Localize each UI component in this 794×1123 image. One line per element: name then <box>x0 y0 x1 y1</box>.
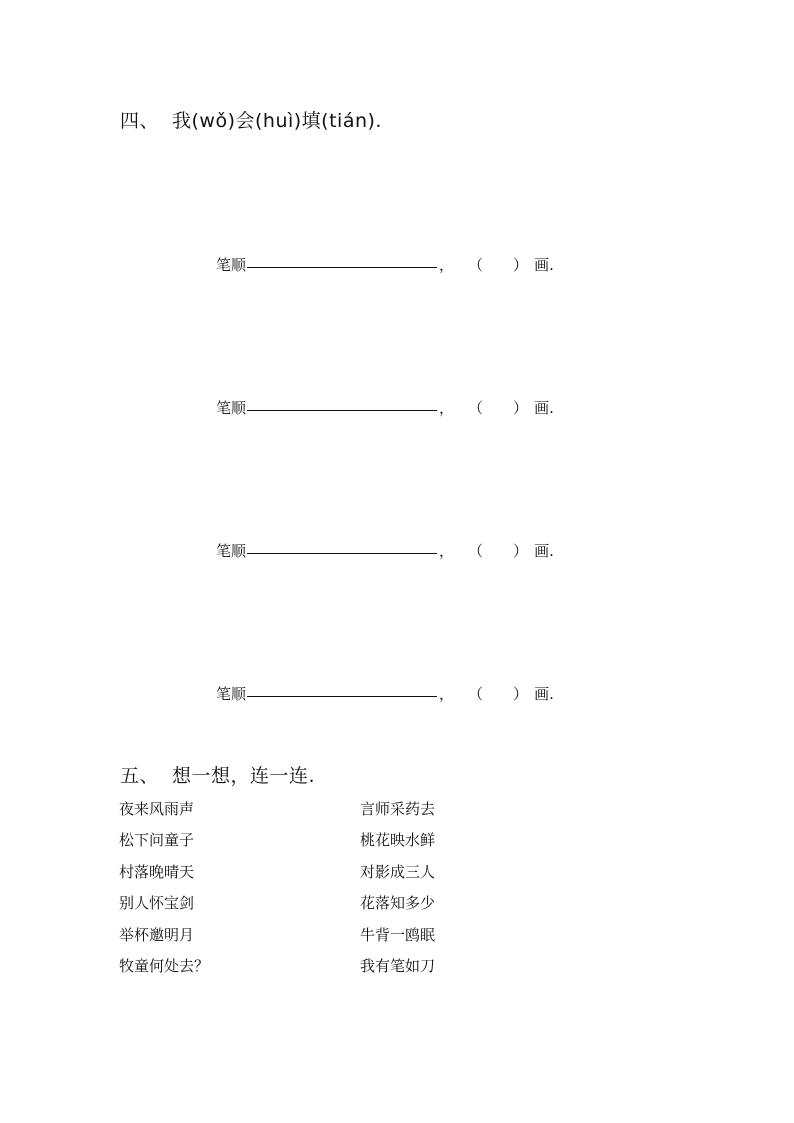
poem-line-right[interactable]: 牛背一鸥眠 <box>360 925 436 944</box>
comma: ， <box>439 542 455 560</box>
section-5-heading <box>120 761 315 788</box>
poem-line-left[interactable]: 牧童何处去？ <box>119 956 210 975</box>
stroke-unit: 画. <box>534 542 554 560</box>
stroke-unit: 画. <box>534 399 554 417</box>
poem-first-lines <box>119 796 209 984</box>
paren-open: （ <box>468 256 484 274</box>
comma: ， <box>439 399 455 417</box>
paren-open: （ <box>468 542 484 560</box>
paren-close: ） <box>513 399 529 417</box>
stroke-order-row <box>216 395 554 417</box>
section-4-heading <box>120 106 382 133</box>
stroke-unit: 画. <box>534 685 554 703</box>
poem-line-right[interactable]: 桃花映水鲜 <box>360 831 436 850</box>
stroke-order-row <box>216 681 554 703</box>
poem-line-left[interactable]: 夜来风雨声 <box>119 800 195 818</box>
stroke-order-label: 笔顺 <box>216 685 247 703</box>
stroke-order-row <box>216 252 554 274</box>
poem-line-right[interactable]: 对影成三人 <box>360 862 436 881</box>
stroke-order-label: 笔顺 <box>216 542 247 560</box>
section-4-number: 四、 <box>120 110 160 132</box>
poem-line-left[interactable]: 松下问童子 <box>119 831 195 850</box>
stroke-order-blank[interactable] <box>247 252 437 268</box>
poem-second-lines <box>360 796 435 984</box>
poem-line-right[interactable]: 我有笔如刀 <box>360 956 436 975</box>
stroke-order-blank[interactable] <box>247 395 437 411</box>
section-4-title: 我(wǒ)会(huì)填(tián). <box>172 110 382 132</box>
section-5-number: 五、 <box>120 765 160 787</box>
comma: ， <box>439 256 455 274</box>
stroke-unit: 画. <box>534 256 554 274</box>
stroke-order-row <box>216 538 554 560</box>
stroke-order-label: 笔顺 <box>216 256 247 274</box>
paren-close: ） <box>513 256 529 274</box>
stroke-order-blank[interactable] <box>247 538 437 554</box>
paren-open: （ <box>468 685 484 703</box>
poem-line-left[interactable]: 举杯邀明月 <box>119 925 195 944</box>
paren-open: （ <box>468 399 484 417</box>
paren-close: ） <box>513 542 529 560</box>
stroke-order-label: 笔顺 <box>216 399 247 417</box>
paren-close: ） <box>513 685 529 703</box>
poem-line-right[interactable]: 花落知多少 <box>360 894 436 913</box>
stroke-order-blank[interactable] <box>247 681 437 697</box>
poem-line-left[interactable]: 村落晚晴天 <box>119 862 195 881</box>
comma: ， <box>439 685 455 703</box>
poem-line-left[interactable]: 别人怀宝剑 <box>119 894 195 913</box>
section-5-title: 想一想，连一连. <box>172 765 316 787</box>
poem-line-right[interactable]: 言师采药去 <box>360 800 436 818</box>
